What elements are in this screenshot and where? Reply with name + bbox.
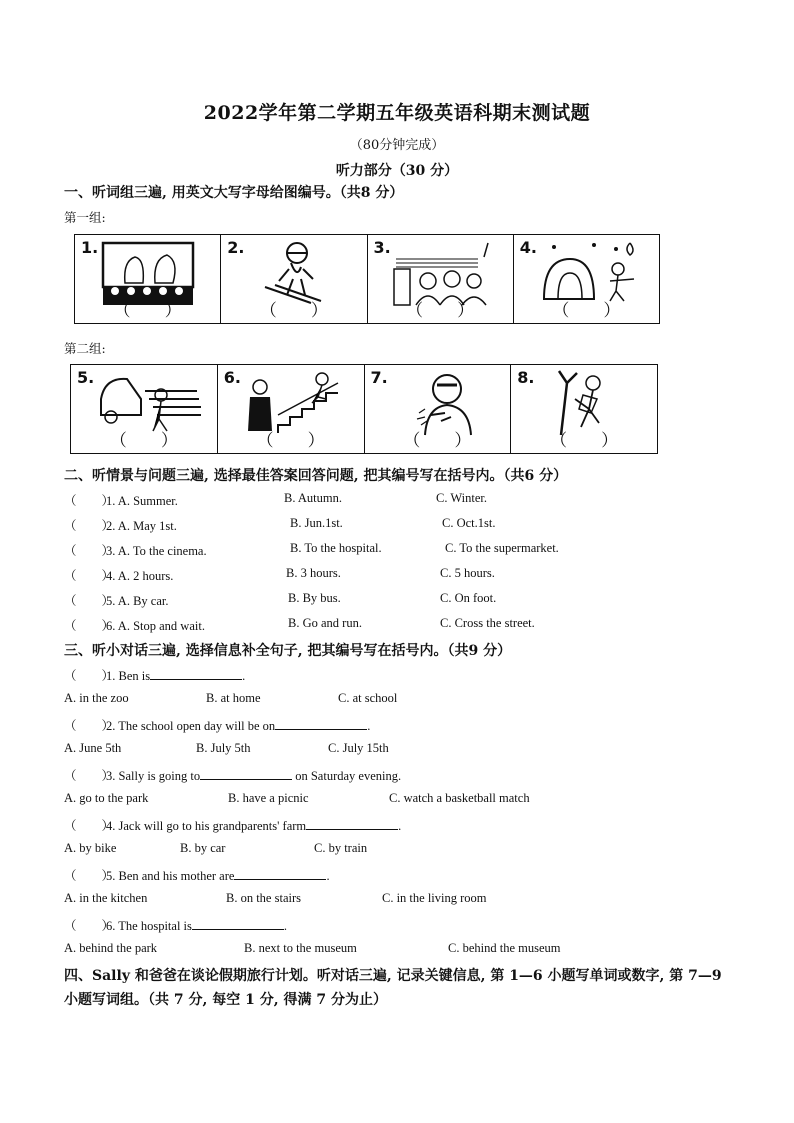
section-4-heading: 四、Sally 和爸爸在谈论假期旅行计划。听对话三遍, 记录关键信息, 第 1—6 小题写单词或数字, 第 7—9 小题写词组。（共 7 分, 每空 1 分, 得满 7 分为止）	[64, 968, 722, 1008]
answer-paren[interactable]: （ ）	[64, 544, 115, 558]
picture-cell-1	[75, 235, 221, 323]
part2-question-1	[64, 491, 178, 509]
part3-question-1	[64, 666, 245, 684]
answer-paren[interactable]: （ ）	[64, 719, 115, 733]
picture-cell-2	[221, 235, 367, 323]
part2-question-2	[64, 516, 177, 534]
picture-row-group-2	[70, 364, 658, 454]
part3-question-3	[64, 766, 401, 784]
answer-paren[interactable]: （ ）	[113, 301, 182, 321]
part3-question-4	[64, 816, 401, 834]
option-b: B. next to the museum	[244, 941, 357, 955]
answer-paren[interactable]: （ ）	[64, 594, 115, 608]
option-c: C. 5 hours.	[440, 566, 495, 580]
section-3-heading: 三、听小对话三遍, 选择信息补全句子, 把其编号写在括号内。（共9 分）	[64, 643, 512, 659]
answer-blank[interactable]	[200, 767, 292, 780]
picture-number: 6.	[223, 368, 241, 387]
answer-blank[interactable]	[275, 717, 367, 730]
question-end: on Saturday evening.	[292, 769, 402, 783]
answer-paren[interactable]: （ ）	[64, 519, 115, 533]
answer-paren[interactable]: （ ）	[64, 669, 115, 683]
option-b: B. Autumn.	[284, 491, 342, 505]
picture-cell-4	[514, 235, 659, 323]
answer-paren[interactable]: （ ）	[64, 919, 115, 933]
picture-cell-7	[365, 365, 512, 453]
option-c: C. at school	[338, 691, 398, 705]
answer-paren[interactable]: （ ）	[64, 869, 115, 883]
group-1-label: 第一组:	[64, 210, 106, 225]
option-b: B. By bus.	[288, 591, 341, 605]
answer-paren[interactable]: （ ）	[256, 431, 325, 451]
option-b: B. at home	[206, 691, 261, 705]
option-c: C. Winter.	[436, 491, 488, 505]
option-b: B. Jun.1st.	[290, 516, 343, 530]
option-c: C. Oct.1st.	[442, 516, 496, 530]
question-stem: 2. A. May 1st.	[106, 519, 177, 533]
picture-number: 5.	[77, 368, 95, 387]
group-2-label: 第二组:	[64, 341, 106, 356]
picture-number: 8.	[517, 368, 535, 387]
option-b: B. on the stairs	[226, 891, 301, 905]
part3-question-6	[64, 916, 287, 934]
picture-cell-5	[71, 365, 218, 453]
option-b: B. To the hospital.	[290, 541, 382, 555]
part3-question-2	[64, 716, 370, 734]
page-title: 2022学年第二学期五年级英语科期末测试题	[203, 102, 591, 124]
question-end: .	[367, 719, 371, 733]
option-a: A. go to the park	[64, 791, 149, 805]
question-stem: 6. The hospital is	[106, 919, 192, 933]
part2-question-6	[64, 616, 205, 634]
part2-question-3	[64, 541, 207, 559]
answer-paren[interactable]: （ ）	[64, 494, 115, 508]
option-b: B. 3 hours.	[286, 566, 341, 580]
option-a: A. behind the park	[64, 941, 158, 955]
option-c: C. watch a basketball match	[389, 791, 530, 805]
picture-cell-8	[511, 365, 657, 453]
answer-paren[interactable]: （ ）	[403, 431, 472, 451]
option-b: B. by car	[180, 841, 226, 855]
answer-blank[interactable]	[234, 867, 326, 880]
part2-question-5	[64, 591, 169, 609]
answer-paren[interactable]: （ ）	[64, 819, 115, 833]
picture-number: 7.	[370, 368, 388, 387]
part2-question-4	[64, 566, 173, 584]
option-a: A. by bike	[64, 841, 117, 855]
answer-paren[interactable]: （ ）	[64, 619, 115, 633]
picture-number: 1.	[81, 238, 99, 257]
picture-number: 4.	[519, 238, 537, 257]
picture-number: 2.	[227, 238, 245, 257]
question-stem: 4. Jack will go to his grandparents' farm	[106, 819, 307, 833]
question-stem: 1. Ben is	[106, 669, 151, 683]
answer-blank[interactable]	[150, 667, 242, 680]
part-title: 听力部分（30 分）	[335, 163, 459, 179]
option-c: C. by train	[314, 841, 368, 855]
option-b: B. July 5th	[196, 741, 251, 755]
answer-paren[interactable]: （ ）	[259, 301, 328, 321]
option-c: C. On foot.	[440, 591, 497, 605]
option-c: C. in the living room	[382, 891, 487, 905]
question-stem: 5. A. By car.	[106, 594, 169, 608]
part3-question-5	[64, 866, 330, 884]
question-end: .	[326, 869, 330, 883]
answer-paren[interactable]: （ ）	[550, 431, 619, 451]
page-subtitle: （80分钟完成）	[349, 138, 445, 153]
picture-cell-3	[368, 235, 514, 323]
option-c: C. behind the museum	[448, 941, 561, 955]
question-stem: 5. Ben and his mother are	[106, 869, 235, 883]
option-a: A. in the zoo	[64, 691, 129, 705]
question-end: .	[398, 819, 402, 833]
option-c: C. Cross the street.	[440, 616, 535, 630]
option-c: C. July 15th	[328, 741, 389, 755]
option-c: C. To the supermarket.	[445, 541, 559, 555]
answer-blank[interactable]	[306, 817, 398, 830]
answer-paren[interactable]: （ ）	[552, 301, 621, 321]
picture-cell-6	[218, 365, 365, 453]
option-a: A. in the kitchen	[64, 891, 148, 905]
question-stem: 3. A. To the cinema.	[106, 544, 207, 558]
picture-row-group-1	[74, 234, 660, 324]
option-a: A. June 5th	[64, 741, 122, 755]
picture-number: 3.	[373, 238, 391, 257]
question-end: .	[283, 919, 288, 933]
option-b: B. Go and run.	[288, 616, 362, 630]
question-stem: 6. A. Stop and wait.	[106, 619, 205, 633]
option-b: B. have a picnic	[228, 791, 309, 805]
question-stem: 2. The school open day will be on	[106, 719, 276, 733]
section-1-heading: 一、听词组三遍, 用英文大写字母给图编号。（共8 分）	[64, 185, 404, 201]
answer-paren[interactable]: （ ）	[109, 431, 178, 451]
question-stem: 4. A. 2 hours.	[106, 569, 174, 583]
answer-paren[interactable]: （ ）	[64, 769, 115, 783]
section-2-heading: 二、听情景与问题三遍, 选择最佳答案回答问题, 把其编号写在括号内。（共6 分）	[64, 468, 568, 484]
answer-paren[interactable]: （ ）	[64, 569, 115, 583]
question-stem: 3. Sally is going to	[106, 769, 201, 783]
question-stem: 1. A. Summer.	[106, 494, 178, 508]
answer-paren[interactable]: （ ）	[406, 301, 475, 321]
question-end: .	[242, 669, 246, 683]
answer-blank[interactable]	[192, 917, 284, 930]
